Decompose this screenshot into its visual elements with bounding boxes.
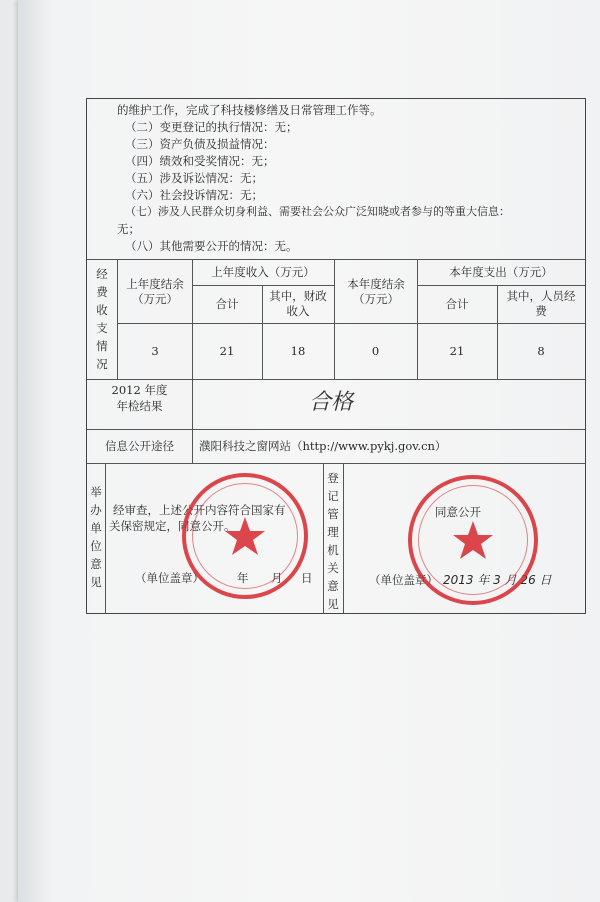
paragraph-line: （五）涉及诉讼情况：无； [125,171,263,185]
registry-label: 登记管理机关意见 [327,471,339,611]
prev-balance-header: 上年度结余（万元） [126,277,184,306]
table-rule [87,379,585,380]
table-rule [192,379,193,429]
paragraph-line: （三）资产负债及损益情况： [125,137,275,151]
table-rule [497,285,498,379]
paragraph-line: （六）社会投诉情况：无； [125,188,263,202]
paragraph-line: 的维护工作，完成了科技楼修缮及日常管理工作等。 [117,103,382,117]
table-rule [417,259,418,379]
table-rule [192,285,334,286]
registry-handwritten-date: 2013 年 3 月 26 日 [443,573,552,587]
this-expense-staff-value: 8 [537,343,545,358]
paragraph-line: 无； [117,222,140,236]
table-rule [323,463,324,613]
table-rule [87,429,585,430]
table-rule [117,259,118,379]
star-icon [186,477,304,595]
paragraph-line: （二）变更登记的执行情况：无； [125,120,298,134]
inspection-label: 2012 年度 [111,382,168,397]
this-expense-total-header: 合计 [445,296,469,311]
table-rule [417,285,585,286]
registry-official-stamp [408,475,538,605]
registry-seal-text: （单位盖章） [369,573,438,587]
prev-balance-value: 3 [151,343,159,358]
sponsor-month-text: 月 [271,571,283,585]
sponsor-opinion: 关保密规定，同意公开。 [109,519,236,533]
this-balance-header: 本年度结余（万元） [347,277,405,306]
table-rule [87,463,585,464]
table-rule [343,463,344,613]
prev-income-total-value: 21 [219,343,235,358]
disclosure-label: 信息公开途径 [105,438,174,453]
paragraph-line: （四）绩效和受奖情况：无； [125,154,275,168]
sponsor-year-text: 年 [237,571,249,585]
prev-income-header: 上年度收入（万元） [211,264,315,279]
table-rule [262,285,263,379]
prev-income-fiscal-header: 其中，财政收入 [269,289,327,318]
paragraph-line: （七）涉及人民群众切身利益、需要社会公众广泛知晓或者参与的等重大信息： [125,205,510,218]
table-rule [192,259,193,379]
prev-income-total-header: 合计 [215,296,239,311]
registry-opinion: 同意公开 [435,505,481,519]
disclosure-value: 濮阳科技之窗网站（http://www.pykj.gov.cn） [199,439,447,453]
table-rule [105,463,106,613]
prev-income-fiscal-value: 18 [290,343,306,358]
form-table [86,98,586,614]
table-rule [117,323,585,324]
funds-row-label: 经费收支情况 [96,267,108,371]
star-icon [412,479,534,601]
document-page [18,0,600,902]
paragraph-line: （八）其他需要公开的情况：无。 [125,239,298,253]
table-rule [334,259,335,379]
this-balance-value: 0 [371,343,380,358]
table-rule [192,429,193,463]
sponsor-seal-text: （单位盖章） [135,571,204,585]
this-expense-staff-header: 其中，人员经费 [506,289,576,318]
this-expense-header: 本年度支出（万元） [449,264,553,279]
table-rule [87,259,585,260]
sponsor-label: 举办单位意见 [90,485,102,589]
sponsor-day-text: 日 [301,571,313,585]
sponsor-official-stamp [182,473,308,599]
inspection-label: 年检结果 [116,398,163,413]
this-expense-total-value: 21 [449,343,465,358]
sponsor-opinion: 经审查，上述公开内容符合国家有 [113,503,286,517]
inspection-result: 合格 [309,390,354,415]
